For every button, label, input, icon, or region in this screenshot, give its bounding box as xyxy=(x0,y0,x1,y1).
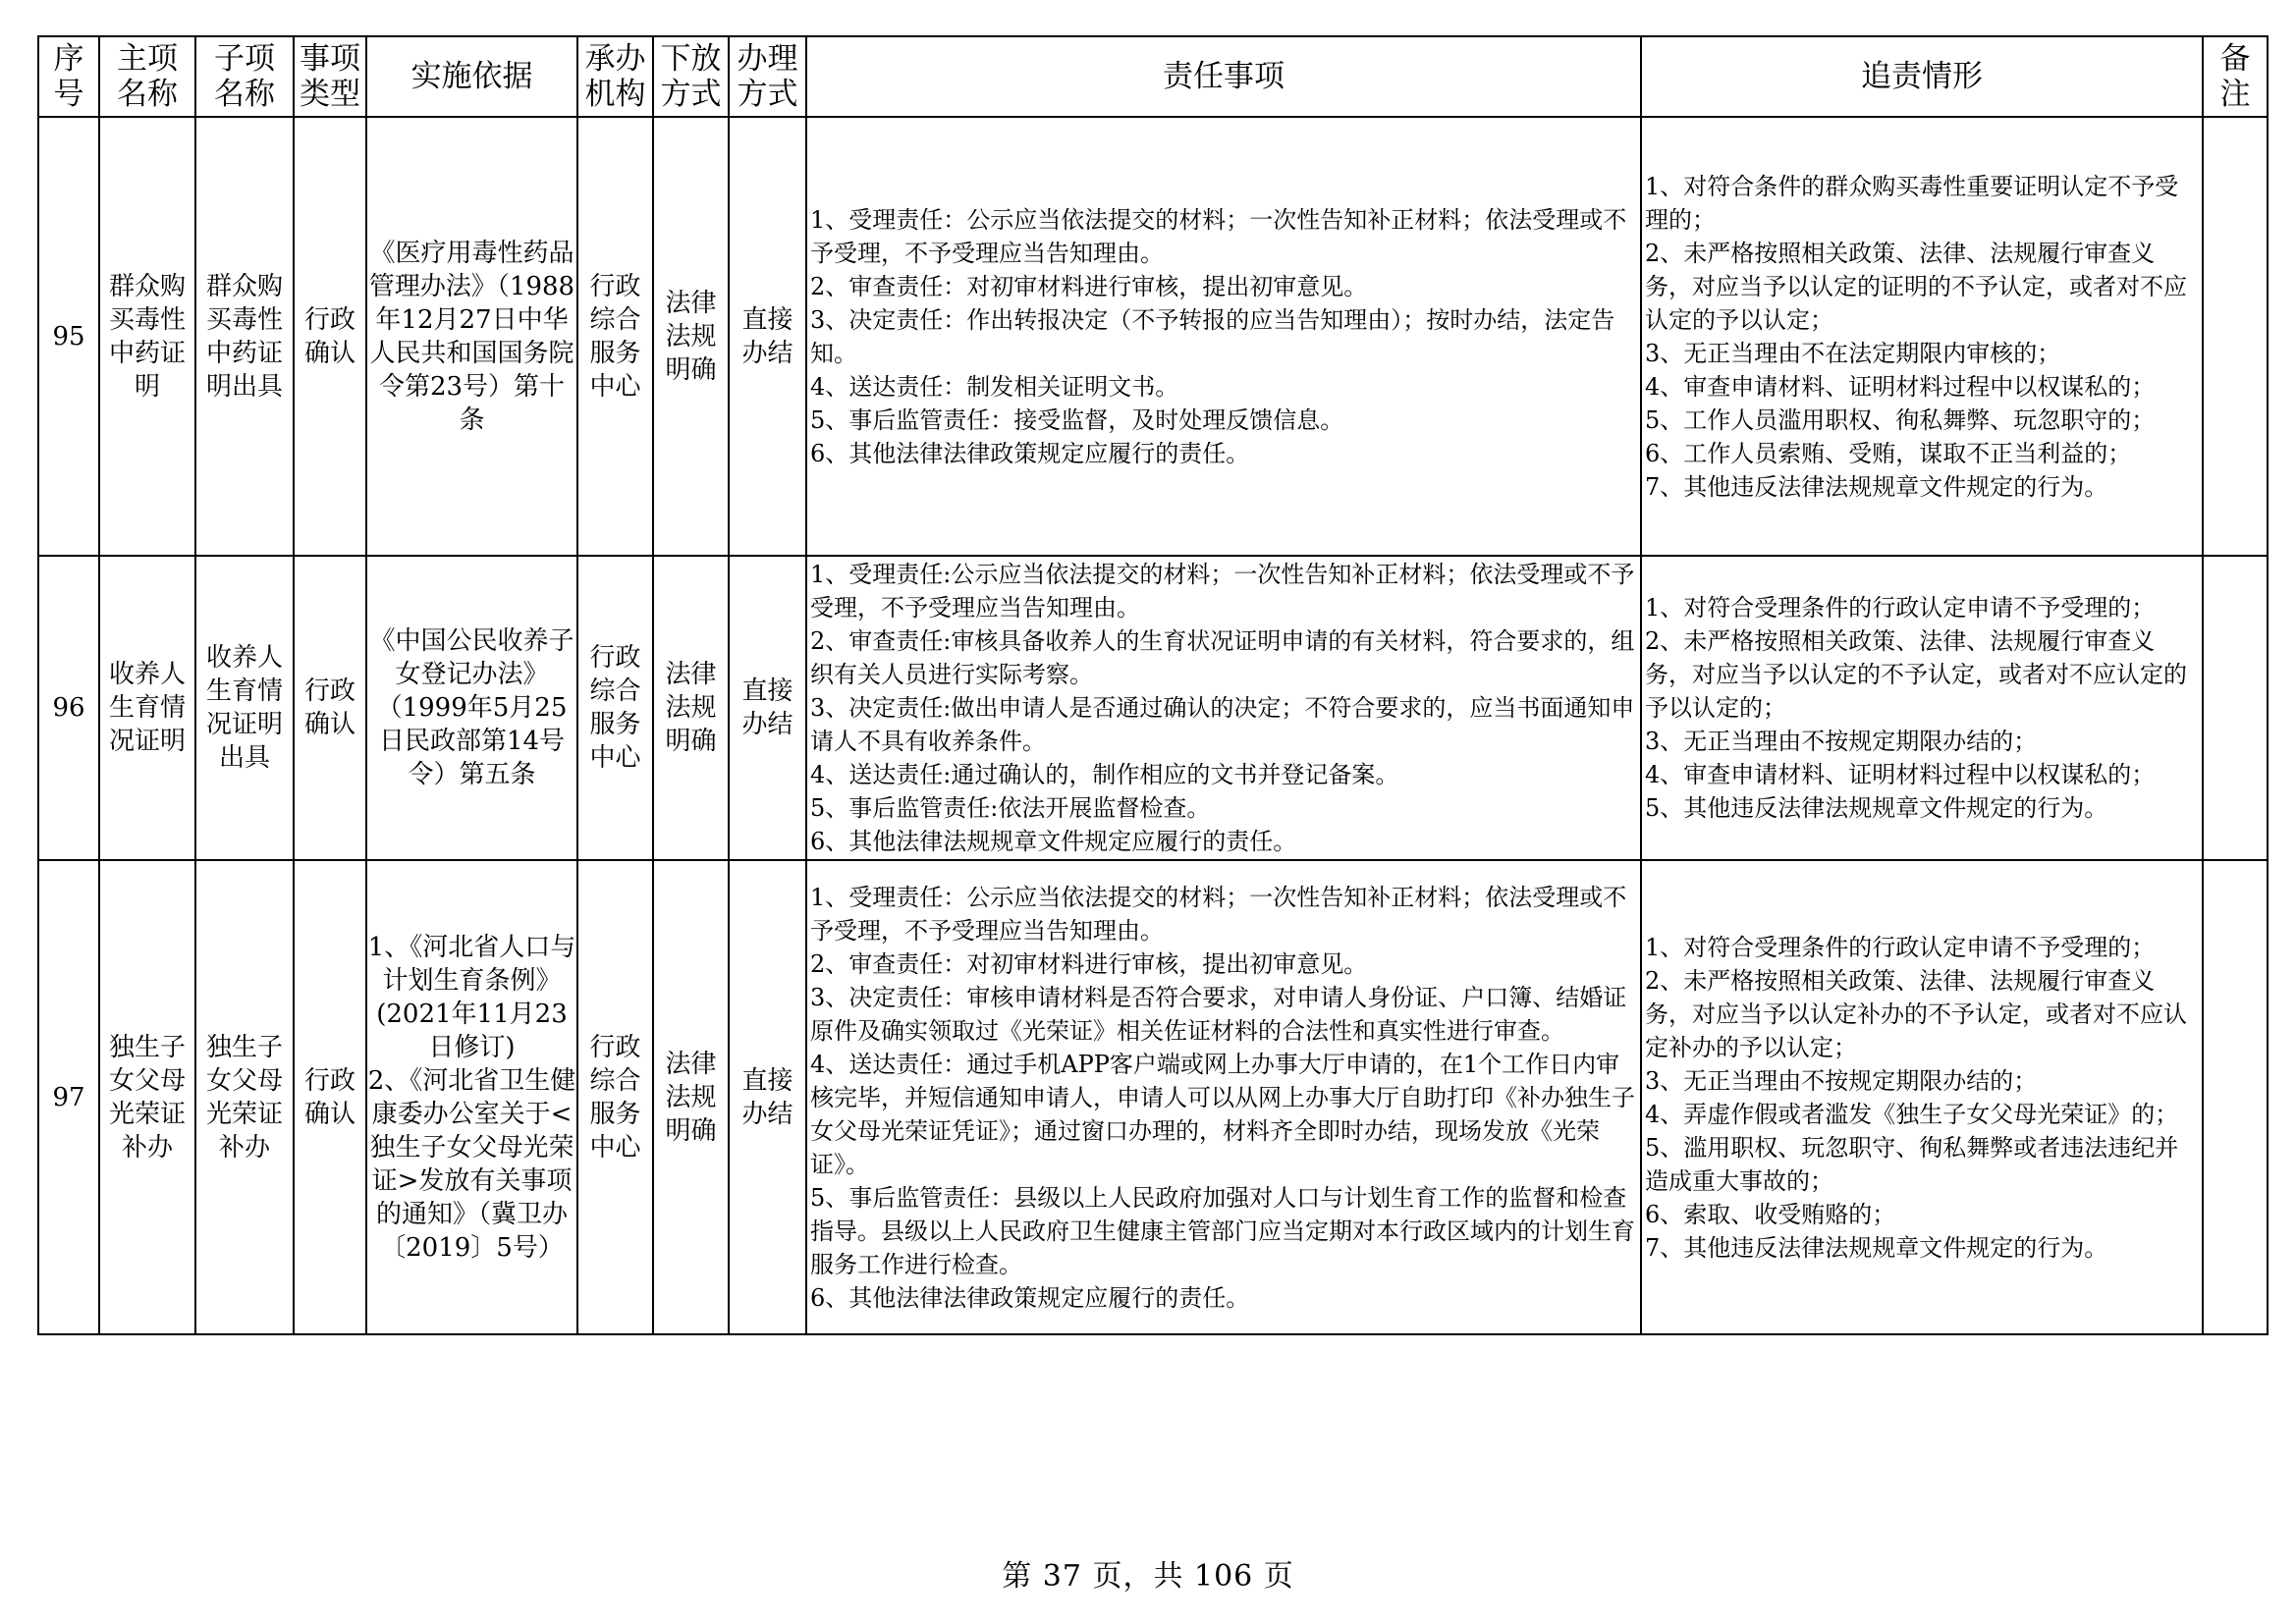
accountability-item: 2、未严格按照相关政策、法律、法规履行审查义务，对应当予以认定的不予认定，或者对不应认定的予以认定的； xyxy=(1645,627,2187,722)
row-main-item: 群众购买毒性中药证明 xyxy=(99,117,195,556)
row-accountability xyxy=(1641,556,2203,860)
row-org: 行政综合服务中心 xyxy=(577,556,653,860)
row-no: 96 xyxy=(38,556,99,860)
row-delegation: 法律法规明确 xyxy=(653,860,729,1334)
accountability-item: 5、其他违反法律法规规章文件规定的行为。 xyxy=(1645,794,2108,822)
accountability-item: 7、其他违反法律法规规章文件规定的行为。 xyxy=(1645,1233,2108,1262)
row-delegation: 法律法规明确 xyxy=(653,556,729,860)
row-basis xyxy=(366,117,577,556)
accountability-item: 1、对符合受理条件的行政认定申请不予受理的； xyxy=(1645,933,2156,961)
row-duties xyxy=(806,117,1641,556)
accountability-item: 6、工作人员索贿、受贿，谋取不正当利益的； xyxy=(1645,439,2132,467)
duty-item: 2、审查责任：对初审材料进行审核，提出初审意见。 xyxy=(810,272,1368,300)
row-item-type: 行政确认 xyxy=(294,556,366,860)
duty-item: 2、审查责任:审核具备收养人的生育状况证明申请的有关材料，符合要求的，组织有关人员进行实际考察。 xyxy=(810,627,1635,688)
row-sub-item: 收养人生育情况证明出具 xyxy=(195,556,294,860)
accountability-item: 2、未严格按照相关政策、法律、法规履行审查义务，对应当予以认定的证明的不予认定，或者对不应认定的予以认定； xyxy=(1645,239,2187,334)
duty-item: 1、受理责任：公示应当依法提交的材料；一次性告知补正材料；依法受理或不予受理，不予受理应当告知理由。 xyxy=(810,205,1627,267)
header-basis: 实施依据 xyxy=(366,36,577,117)
accountability-item: 1、对符合条件的群众购买毒性重要证明认定不予受理的； xyxy=(1645,172,2179,234)
accountability-item: 2、未严格按照相关政策、法律、法规履行审查义务，对应当予以认定补办的不予认定，或者对不应认定补办的予以认定； xyxy=(1645,966,2187,1061)
duty-item: 5、事后监管责任：接受监督，及时处理反馈信息。 xyxy=(810,406,1344,434)
accountability-item: 4、审查申请材料、证明材料过程中以权谋私的； xyxy=(1645,761,2156,788)
table-row xyxy=(38,556,2268,860)
row-duties xyxy=(806,860,1641,1334)
accountability-item: 5、滥用职权、玩忽职守、徇私舞弊或者违法违纪并造成重大事故的； xyxy=(1645,1133,2179,1195)
basis-line: 《医疗用毒性药品管理办法》（1988年12月27日中华人民共和国国务院令第23号）第十条 xyxy=(368,238,575,435)
row-sub-item: 独生子女父母光荣证补办 xyxy=(195,860,294,1334)
header-org: 承办机构 xyxy=(577,36,653,117)
row-remark xyxy=(2203,556,2268,860)
header-sub-item: 子项名称 xyxy=(195,36,294,117)
duty-item: 4、送达责任：通过手机APP客户端或网上办事大厅申请的，在1个工作日内审核完毕，并短信通知申请人，申请人可以从网上办事大厅自助打印《补办独生子女父母光荣证凭证》；通过窗口办理的，材料齐全即时办结，现场发放《光荣证》。 xyxy=(810,1050,1635,1178)
basis-line: 1、《河北省人口与计划生育条例》(2021年11月23日修订) xyxy=(367,932,576,1062)
duty-item: 2、审查责任：对初审材料进行审核，提出初审意见。 xyxy=(810,949,1368,978)
header-handling: 办理方式 xyxy=(729,36,806,117)
accountability-item: 5、工作人员滥用职权、徇私舞弊、玩忽职守的； xyxy=(1645,406,2156,434)
row-item-type: 行政确认 xyxy=(294,860,366,1334)
row-handling: 直接办结 xyxy=(729,117,806,556)
row-delegation: 法律法规明确 xyxy=(653,117,729,556)
table-row xyxy=(38,860,2268,1334)
accountability-item: 4、审查申请材料、证明材料过程中以权谋私的； xyxy=(1645,372,2156,401)
duty-item: 5、事后监管责任:依法开展监督检查。 xyxy=(810,794,1211,822)
responsibility-table xyxy=(37,35,2269,1335)
header-item-type: 事项类型 xyxy=(294,36,366,117)
header-accountability: 追责情形 xyxy=(1641,36,2203,117)
row-basis xyxy=(366,860,577,1334)
accountability-item: 3、无正当理由不按规定期限办结的； xyxy=(1645,1066,2038,1095)
duty-item: 6、其他法律法规规章文件规定应履行的责任。 xyxy=(810,828,1297,855)
row-remark xyxy=(2203,117,2268,556)
row-no: 97 xyxy=(38,860,99,1334)
header-duties: 责任事项 xyxy=(806,36,1641,117)
header-no: 序号 xyxy=(38,36,99,117)
row-accountability xyxy=(1641,860,2203,1334)
page-number-label: 第 37 页，共 106 页 xyxy=(1002,1559,1294,1594)
row-main-item: 独生子女父母光荣证补办 xyxy=(99,860,195,1334)
row-item-type: 行政确认 xyxy=(294,117,366,556)
header-remark: 备注 xyxy=(2203,36,2268,117)
row-handling: 直接办结 xyxy=(729,860,806,1334)
row-org: 行政综合服务中心 xyxy=(577,860,653,1334)
row-accountability xyxy=(1641,117,2203,556)
duty-item: 3、决定责任:做出申请人是否通过确认的决定；不符合要求的，应当书面通知申请人不具有收养条件。 xyxy=(810,694,1635,755)
row-org: 行政综合服务中心 xyxy=(577,117,653,556)
duty-item: 1、受理责任：公示应当依法提交的材料；一次性告知补正材料；依法受理或不予受理，不予受理应当告知理由。 xyxy=(810,883,1627,945)
page-footer xyxy=(0,1551,2296,1595)
row-basis xyxy=(366,556,577,860)
row-handling: 直接办结 xyxy=(729,556,806,860)
duty-item: 4、送达责任:通过确认的，制作相应的文书并登记备案。 xyxy=(810,761,1399,788)
accountability-item: 7、其他违反法律法规规章文件规定的行为。 xyxy=(1645,472,2108,501)
duty-item: 5、事后监管责任：县级以上人民政府加强对人口与计划生育工作的监督和检查指导。县级以上人民政府卫生健康主管部门应当定期对本行政区域内的计划生育服务工作进行检查。 xyxy=(810,1183,1635,1278)
row-no: 95 xyxy=(38,117,99,556)
header-delegation: 下放方式 xyxy=(653,36,729,117)
table-row xyxy=(38,117,2268,556)
duty-item: 6、其他法律法律政策规定应履行的责任。 xyxy=(810,439,1250,467)
duty-item: 3、决定责任：作出转报决定（不予转报的应当告知理由）；按时办结，法定告知。 xyxy=(810,305,1615,367)
row-main-item: 收养人生育情况证明 xyxy=(99,556,195,860)
accountability-item: 3、无正当理由不按规定期限办结的； xyxy=(1645,728,2038,755)
header-main-item: 主项名称 xyxy=(99,36,195,117)
accountability-item: 6、索取、收受贿赂的； xyxy=(1645,1200,1896,1228)
basis-line: 2、《河北省卫生健康委办公室关于<独生子女父母光荣证>发放有关事项的通知》（冀卫办〔2019〕5号） xyxy=(367,1065,576,1263)
duty-item: 4、送达责任：制发相关证明文书。 xyxy=(810,372,1179,401)
basis-line: 《中国公民收养子女登记办法》（1999年5月25日民政部第14号令）第五条 xyxy=(369,626,574,789)
row-duties xyxy=(806,556,1641,860)
duty-item: 1、受理责任:公示应当依法提交的材料；一次性告知补正材料；依法受理或不予受理，不予受理应当告知理由。 xyxy=(810,561,1635,622)
duty-item: 6、其他法律法律政策规定应履行的责任。 xyxy=(810,1283,1250,1312)
accountability-item: 4、弄虚作假或者滥发《独生子女父母光荣证》的； xyxy=(1645,1100,2179,1128)
accountability-item: 3、无正当理由不在法定期限内审核的； xyxy=(1645,339,2061,367)
row-sub-item: 群众购买毒性中药证明出具 xyxy=(195,117,294,556)
accountability-item: 1、对符合受理条件的行政认定申请不予受理的； xyxy=(1645,594,2156,622)
row-remark xyxy=(2203,860,2268,1334)
header-row xyxy=(38,36,2268,117)
duty-item: 3、决定责任：审核申请材料是否符合要求，对申请人身份证、户口簿、结婚证原件及确实领取过《光荣证》相关佐证材料的合法性和真实性进行审查。 xyxy=(810,983,1627,1045)
